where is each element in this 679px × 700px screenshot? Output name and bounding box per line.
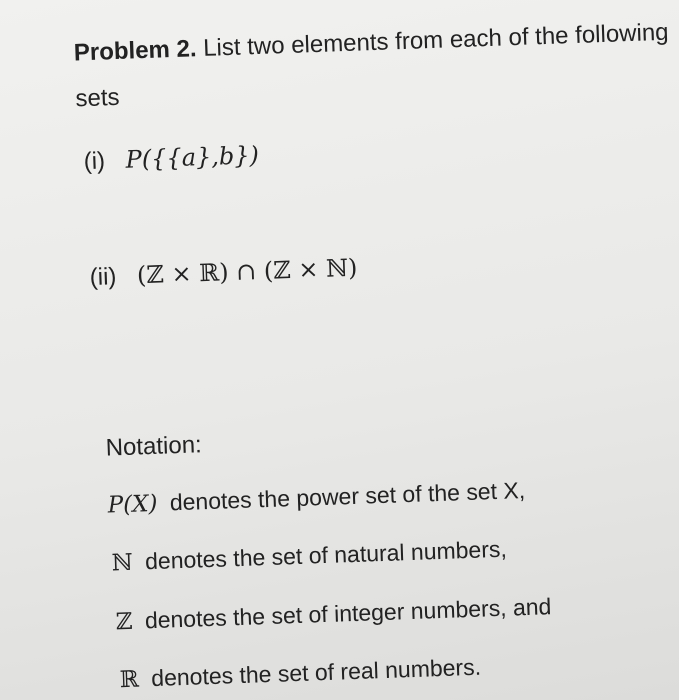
item-i bbox=[83, 141, 259, 176]
problem-statement-line2: sets bbox=[75, 83, 120, 113]
notation-symbol: ℕ bbox=[111, 549, 134, 577]
notation-reals bbox=[119, 654, 481, 694]
item-label: (ii) bbox=[89, 263, 117, 292]
notation-symbol: ℝ bbox=[119, 666, 140, 694]
item-ii bbox=[89, 254, 358, 292]
problem-statement-line1 bbox=[73, 18, 669, 67]
problem-label: Problem 2. bbox=[73, 35, 198, 67]
item-expression: P({{a},b}) bbox=[125, 141, 260, 174]
notation-power-set bbox=[107, 477, 525, 519]
notation-text: denotes the set of integer numbers, and bbox=[144, 593, 552, 634]
notation-integers bbox=[115, 593, 551, 635]
notation-symbol: ℤ bbox=[115, 608, 134, 636]
notation-naturals bbox=[111, 536, 507, 577]
item-label: (i) bbox=[83, 147, 106, 176]
notation-symbol: P(X) bbox=[107, 490, 158, 519]
problem-text: List two elements from each of the following bbox=[202, 18, 669, 62]
notation-text: denotes the set of real numbers. bbox=[150, 653, 482, 692]
notation-text: denotes the set of natural numbers, bbox=[144, 535, 508, 575]
item-expression: (ℤ × ℝ) ∩ (ℤ × ℕ) bbox=[136, 253, 358, 290]
notation-title: Notation: bbox=[105, 431, 203, 462]
notation-text: denotes the power set of the set X, bbox=[169, 476, 526, 516]
